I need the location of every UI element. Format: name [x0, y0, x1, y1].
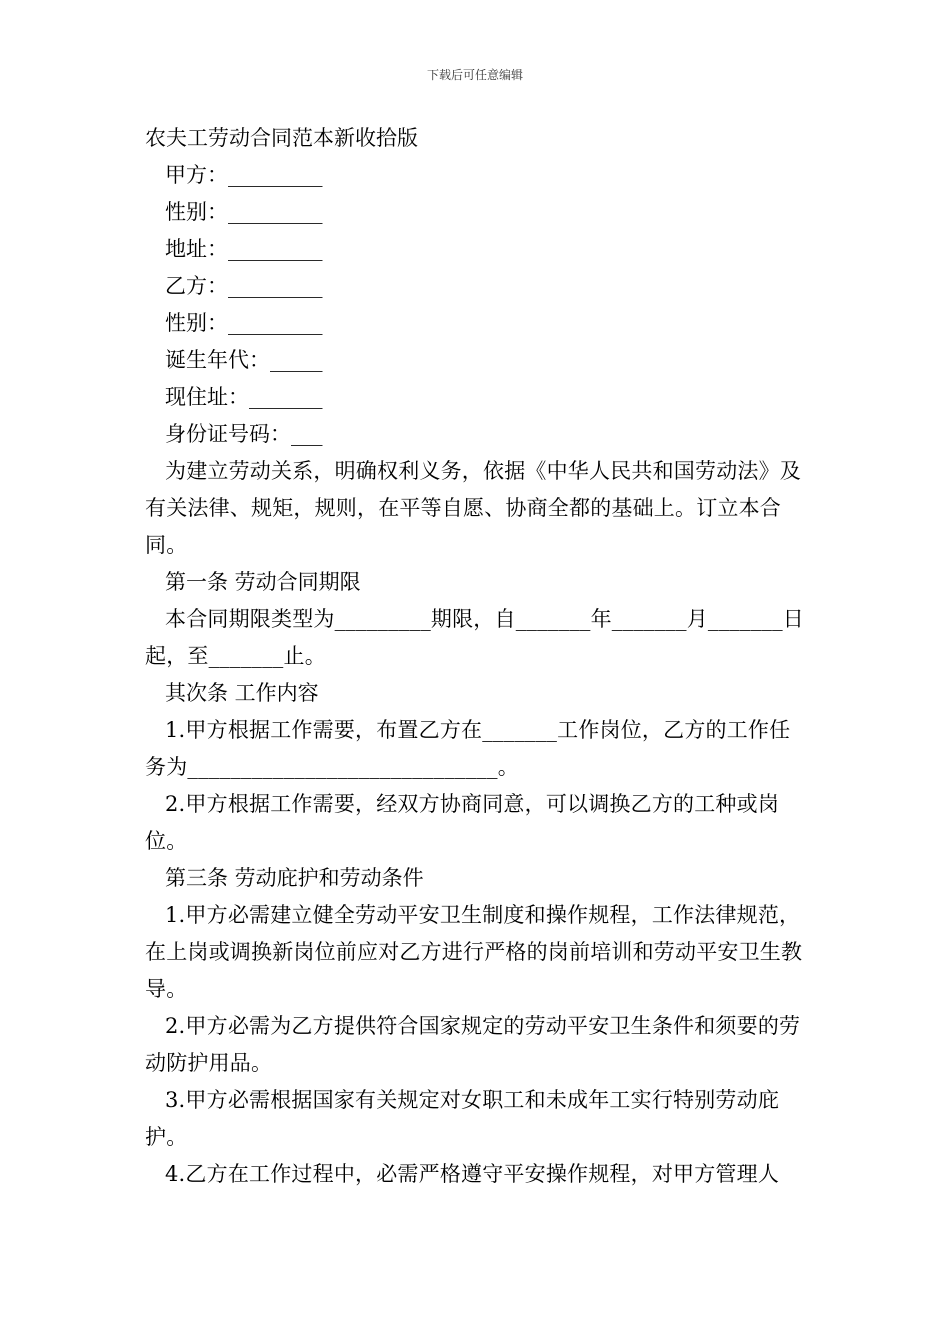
- field-party-a: [145, 157, 810, 194]
- article-3-heading: 第三条 劳动庇护和劳动条件: [165, 866, 424, 890]
- field-address: [145, 231, 810, 268]
- page-header: 下载后可任意编辑: [426, 68, 523, 82]
- field-gender-b: [145, 305, 810, 342]
- field-label: 诞生年代：: [165, 348, 270, 372]
- field-blank: _____: [270, 348, 323, 372]
- field-blank: _________: [228, 274, 323, 298]
- field-party-b: [145, 268, 810, 305]
- article-2-heading: 其次条 工作内容: [165, 681, 319, 705]
- article-2-item-1: 1.甲方根据工作需要，布置乙方在_______工作岗位，乙方的工作任务为_____________________________。: [145, 718, 791, 779]
- field-label: 乙方：: [165, 274, 228, 298]
- article-1-heading: 第一条 劳动合同期限: [165, 570, 361, 594]
- field-current-address: [145, 379, 810, 416]
- field-label: 性别：: [165, 311, 228, 335]
- article-3-item-4: 4.乙方在工作过程中，必需严格遵守平安操作规程，对甲方管理人: [165, 1162, 780, 1186]
- field-label: 身份证号码：: [165, 422, 291, 446]
- document-title: 农夫工劳动合同范本新收拾版: [145, 126, 418, 150]
- document-body: [145, 120, 810, 1193]
- field-label: 地址：: [165, 237, 228, 261]
- field-blank: ___: [291, 422, 323, 446]
- field-label: 性别：: [165, 200, 228, 224]
- field-id-number: [145, 416, 810, 453]
- field-blank: _________: [228, 311, 323, 335]
- intro-paragraph: 为建立劳动关系，明确权利义务，依据《中华人民共和国劳动法》及有关法律、规矩，规则，在平等自愿、协商全都的基础上。订立本合同。: [145, 459, 801, 557]
- article-1-text: 本合同期限类型为_________期限，自_______年_______月_______日起，至_______止。: [145, 607, 804, 668]
- field-label: 现住址：: [165, 385, 249, 409]
- article-2-item-2: 2.甲方根据工作需要，经双方协商同意，可以调换乙方的工种或岗位。: [145, 792, 780, 853]
- article-3-item-3: 3.甲方必需根据国家有关规定对女职工和未成年工实行特别劳动庇护。: [145, 1088, 780, 1149]
- field-blank: _________: [228, 237, 323, 261]
- article-3-item-2: 2.甲方必需为乙方提供符合国家规定的劳动平安卫生条件和须要的劳动防护用品。: [145, 1014, 801, 1075]
- field-blank: _________: [228, 200, 323, 224]
- field-label: 甲方：: [165, 163, 228, 187]
- field-gender-a: [145, 194, 810, 231]
- field-birth-date: [145, 342, 810, 379]
- field-blank: _________: [228, 163, 323, 187]
- field-blank: _______: [249, 385, 323, 409]
- article-3-item-1: 1.甲方必需建立健全劳动平安卫生制度和操作规程，工作法律规范，在上岗或调换新岗位前应对乙方进行严格的岗前培训和劳动平安卫生教导。: [145, 903, 803, 1001]
